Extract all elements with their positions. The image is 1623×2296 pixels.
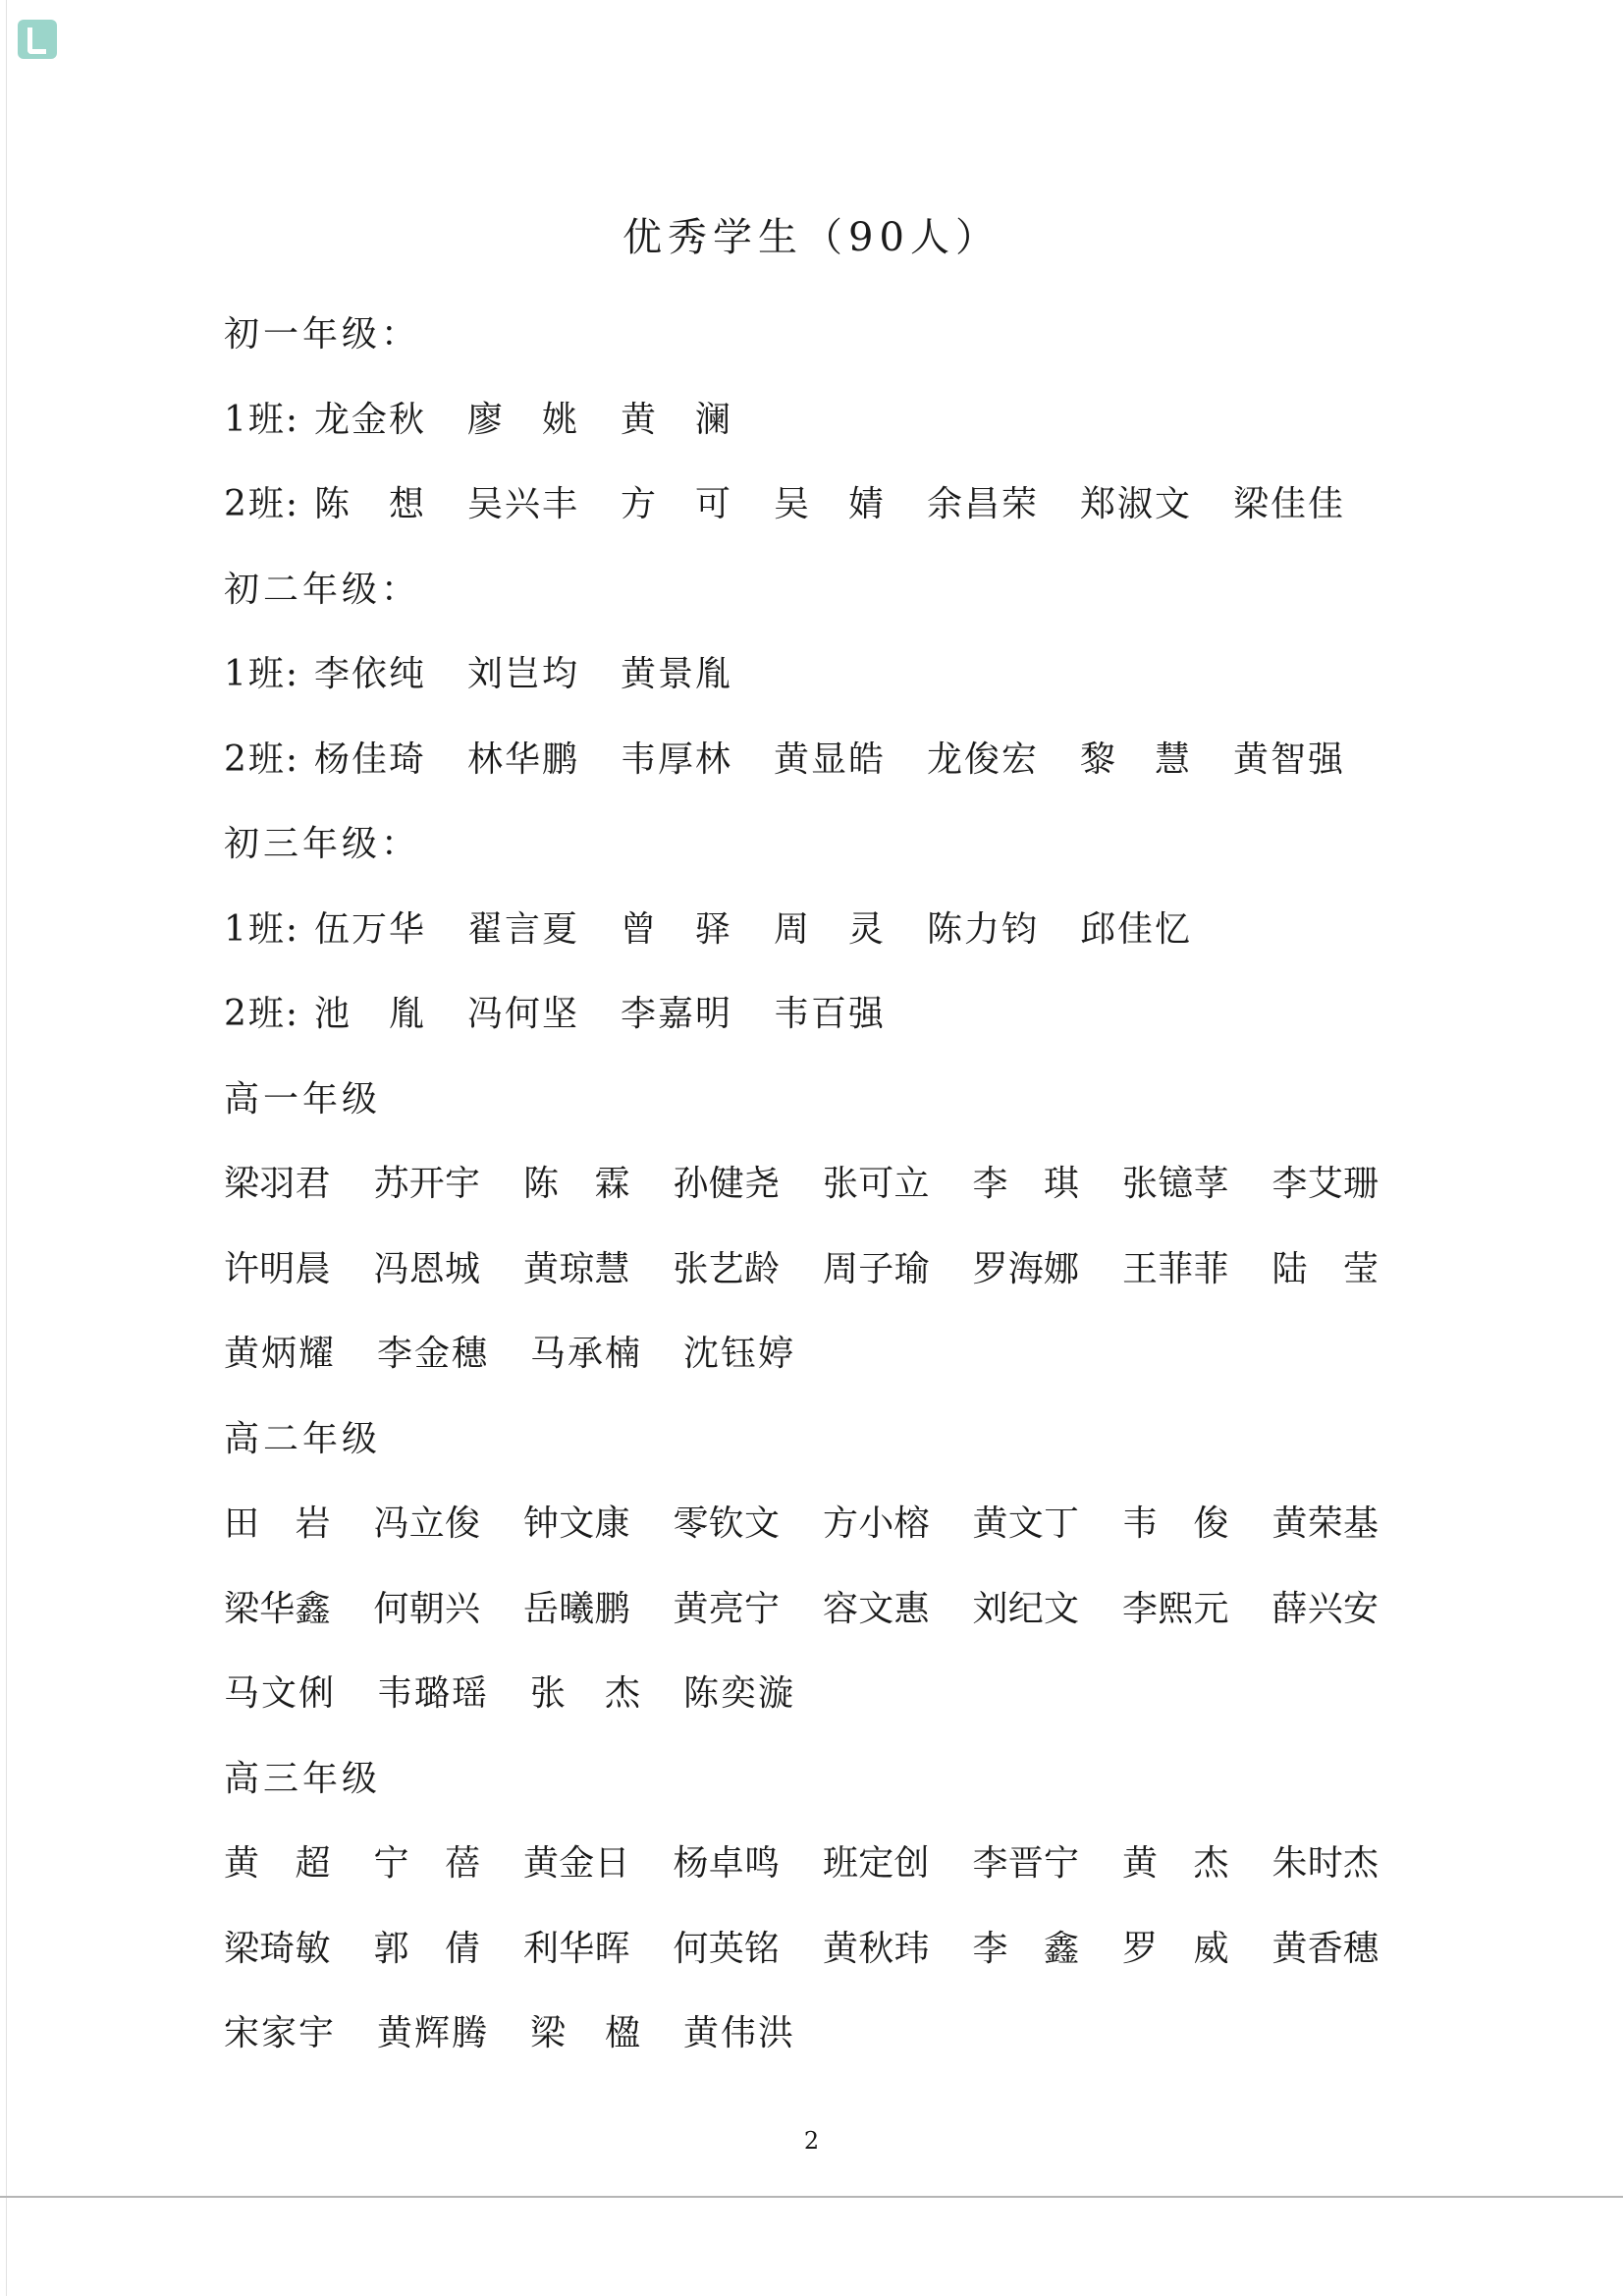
names-row <box>224 1142 1422 1228</box>
grade-heading: 初一年级： <box>224 314 421 355</box>
student-name: 杨佳琦 <box>314 738 424 780</box>
student-name: 黄辉腾 <box>377 2013 487 2053</box>
student-name: 翟言夏 <box>467 908 577 950</box>
student-name: 黄荣基 <box>1271 1503 1379 1544</box>
student-name: 张艺龄 <box>673 1248 780 1289</box>
grade-heading: 高三年级 <box>224 1758 382 1799</box>
student-name: 黄秋玮 <box>823 1928 930 1969</box>
student-name: 冯恩城 <box>373 1248 480 1289</box>
student-name: 田 岩 <box>224 1503 331 1544</box>
student-name: 张可立 <box>823 1164 930 1204</box>
student-name: 方 可 <box>621 484 730 524</box>
student-name: 陈 想 <box>314 484 424 524</box>
student-name: 韦厚林 <box>621 738 730 780</box>
scan-edge <box>6 0 7 2296</box>
student-name: 李金穗 <box>377 1334 487 1374</box>
student-name: 吴 婧 <box>774 484 884 524</box>
student-name: 张镱莩 <box>1122 1164 1229 1204</box>
student-name: 龙俊宏 <box>927 738 1037 780</box>
grade-heading: 初三年级： <box>224 824 421 864</box>
class-label: 1班: <box>224 399 300 440</box>
student-name: 孙健尧 <box>673 1164 780 1204</box>
student-name: 黄智强 <box>1233 738 1343 780</box>
page-number: 2 <box>803 2127 820 2155</box>
student-name: 宁 蓓 <box>373 1843 480 1884</box>
student-name: 黄金日 <box>523 1843 630 1884</box>
student-name: 何朝兴 <box>373 1588 480 1629</box>
student-name: 郭 倩 <box>373 1928 480 1969</box>
student-name: 李晋宁 <box>972 1843 1079 1884</box>
student-name: 利华晖 <box>523 1928 630 1969</box>
student-name: 郑淑文 <box>1080 484 1190 524</box>
names-row <box>224 1652 1422 1737</box>
student-name: 岳曦鹏 <box>523 1588 630 1629</box>
student-name: 零钦文 <box>673 1503 780 1544</box>
student-name: 李熙元 <box>1122 1588 1229 1629</box>
award-list <box>224 293 1422 2077</box>
names-row <box>224 1567 1422 1653</box>
grade-heading: 高一年级 <box>224 1078 382 1120</box>
student-name: 廖 姚 <box>467 399 577 440</box>
names-row <box>224 1822 1422 1907</box>
student-name: 周子瑜 <box>823 1248 930 1289</box>
bottom-rule <box>0 2196 1623 2198</box>
names-row <box>224 1907 1422 1993</box>
student-name: 梁佳佳 <box>1233 484 1343 524</box>
student-name: 李依纯 <box>314 654 424 694</box>
names-row <box>224 1312 1422 1397</box>
student-name: 冯何坚 <box>467 994 577 1034</box>
names-row <box>224 1482 1422 1567</box>
logo-icon <box>18 20 57 59</box>
names-row <box>224 1228 1422 1313</box>
student-name: 池 胤 <box>314 994 424 1034</box>
student-name: 韦璐瑶 <box>377 1673 487 1714</box>
student-name: 刘纪文 <box>972 1588 1079 1629</box>
student-name: 陆 莹 <box>1271 1248 1379 1289</box>
student-name: 马文俐 <box>224 1673 334 1714</box>
student-name: 朱时杰 <box>1271 1843 1379 1884</box>
class-row <box>224 888 1422 973</box>
student-name: 邱佳忆 <box>1080 908 1190 950</box>
student-name: 韦 俊 <box>1122 1503 1229 1544</box>
student-name: 曾 驿 <box>621 908 730 950</box>
class-row <box>224 378 1422 464</box>
student-name: 黄琼慧 <box>523 1248 630 1289</box>
student-name: 黄亮宁 <box>673 1588 780 1629</box>
student-name: 龙金秋 <box>314 399 424 440</box>
student-name: 方小榕 <box>823 1503 930 1544</box>
student-name: 韦百强 <box>774 994 884 1034</box>
class-label: 2班: <box>224 484 300 524</box>
student-name: 班定创 <box>823 1843 930 1884</box>
student-name: 黄 超 <box>224 1843 331 1884</box>
class-row <box>224 463 1422 548</box>
student-name: 黄炳耀 <box>224 1334 334 1374</box>
grade-heading: 初二年级： <box>224 569 421 610</box>
names-row <box>224 1992 1422 2077</box>
student-name: 林华鹏 <box>467 738 577 780</box>
student-name: 梁琦敏 <box>224 1928 331 1969</box>
student-name: 黄文丁 <box>972 1503 1079 1544</box>
student-name: 伍万华 <box>314 908 424 950</box>
student-name: 薛兴安 <box>1271 1588 1379 1629</box>
student-name: 冯立俊 <box>373 1503 480 1544</box>
student-name: 张 杰 <box>530 1673 640 1714</box>
student-name: 黄 澜 <box>621 399 730 440</box>
student-name: 周 灵 <box>774 908 884 950</box>
student-name: 李艾珊 <box>1271 1164 1379 1204</box>
student-name: 梁 楹 <box>530 2013 640 2053</box>
student-name: 苏开宇 <box>373 1164 480 1204</box>
student-name: 马承楠 <box>530 1334 640 1374</box>
student-name: 何英铭 <box>673 1928 780 1969</box>
class-row <box>224 972 1422 1058</box>
student-name: 李 琪 <box>972 1164 1079 1204</box>
student-name: 陈力钧 <box>927 908 1037 950</box>
student-name: 黎 慧 <box>1080 738 1190 780</box>
student-name: 黄 杰 <box>1122 1843 1229 1884</box>
student-name: 黄伟洪 <box>683 2013 793 2053</box>
class-label: 1班: <box>224 908 300 950</box>
student-name: 梁羽君 <box>224 1164 331 1204</box>
student-name: 沈钰婷 <box>683 1334 793 1374</box>
watermark-logo <box>18 18 224 61</box>
class-label: 2班: <box>224 994 300 1034</box>
student-name: 罗 威 <box>1122 1928 1229 1969</box>
class-row <box>224 718 1422 803</box>
student-name: 黄香穗 <box>1271 1928 1379 1969</box>
student-name: 李 鑫 <box>972 1928 1079 1969</box>
grade-heading: 高二年级 <box>224 1418 382 1459</box>
student-name: 许明晨 <box>224 1248 331 1289</box>
student-name: 黄显皓 <box>774 738 884 780</box>
student-name: 王菲菲 <box>1122 1248 1229 1289</box>
student-name: 李嘉明 <box>621 994 730 1034</box>
page-title: 优秀学生（90人） <box>622 215 1001 260</box>
student-name: 黄景胤 <box>621 654 730 694</box>
student-name: 刘岂均 <box>467 654 577 694</box>
class-row <box>224 632 1422 718</box>
student-name: 陈 霖 <box>523 1164 630 1204</box>
student-name: 梁华鑫 <box>224 1588 331 1629</box>
student-name: 罗海娜 <box>972 1248 1079 1289</box>
student-name: 余昌荣 <box>927 484 1037 524</box>
student-name: 钟文康 <box>523 1503 630 1544</box>
class-label: 1班: <box>224 654 300 694</box>
student-name: 杨卓鸣 <box>673 1843 780 1884</box>
student-name: 宋家宇 <box>224 2013 334 2053</box>
student-name: 容文惠 <box>823 1588 930 1629</box>
student-name: 陈奕漩 <box>683 1673 793 1714</box>
student-name: 吴兴丰 <box>467 484 577 524</box>
class-label: 2班: <box>224 738 300 780</box>
